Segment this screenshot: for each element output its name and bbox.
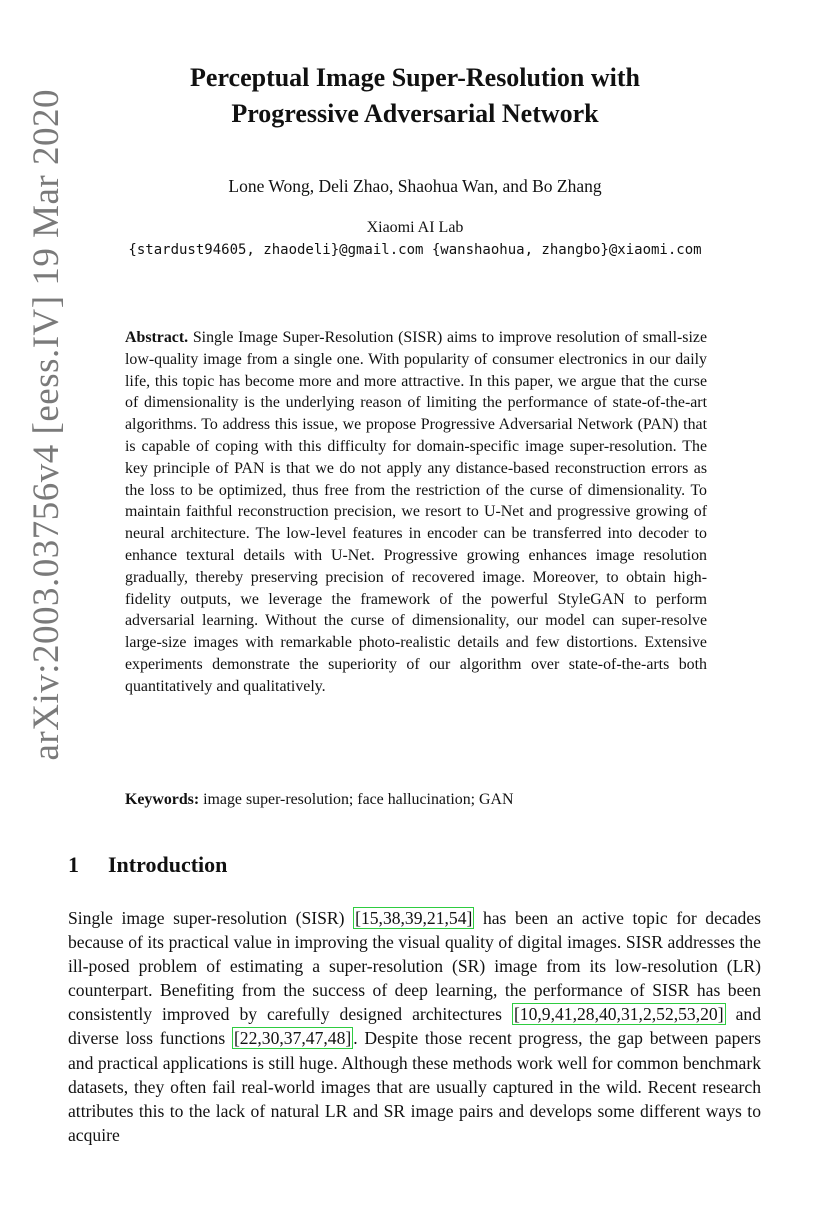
authors: Lone Wong, Deli Zhao, Shaohua Wan, and Bo Zhang — [228, 176, 602, 196]
arxiv-stamp — [18, 60, 74, 790]
section-number: 1 — [68, 852, 79, 877]
citation-link[interactable]: [15,38,39,21,54] — [355, 908, 473, 928]
title-line-1: Perceptual Image Super-Resolution with — [190, 63, 640, 92]
intro-paragraph — [68, 906, 761, 1147]
section-heading — [68, 852, 227, 878]
section-title: Introduction — [108, 852, 228, 877]
keywords-text: image super-resolution; face hallucination; GAN — [203, 791, 514, 808]
affiliation: Xiaomi AI Lab — [366, 219, 464, 236]
citation-link[interactable]: [22,30,37,47,48] — [233, 1028, 352, 1049]
paper-title — [100, 60, 730, 132]
abstract — [125, 327, 707, 698]
citation-link[interactable]: [10,9,41,28,40,31,2,52,53,20] — [513, 1004, 724, 1025]
emails: {stardust94605, zhaodeli}@gmail.com {wanshaohua, zhangbo}@xiaomi.com — [128, 242, 702, 258]
keywords — [125, 789, 707, 811]
intro-text-2: has been an active topic for decades because of its practical value in improving the visual quality of digital images. SISR addresses the ill-posed problem of estimating a super-resolution (SR) image from its low-resolution (LR) counterpart. Benefiting from the success of deep learning, the performance of SISR has been consistently improved by carefully designed architectures — [68, 908, 761, 1025]
title-line-2: Progressive Adversarial Network — [231, 99, 599, 128]
intro-text-3: and diverse loss functions — [68, 1004, 761, 1049]
intro-text-4: . Despite those recent progress, the gap between papers and practical applications is still huge. Although these methods work well for common benchmark datasets, they often fail real-world images that are usually captured in the wild. Recent research attributes this to the lack of natural LR and SR image pairs and develops some different ways to acquire — [68, 1028, 761, 1145]
arxiv-id: arXiv:2003.03756v4 [eess.IV] 19 Mar 2020 — [25, 89, 67, 761]
abstract-label: Abstract. — [125, 329, 189, 346]
abstract-text: Single Image Super-Resolution (SISR) aims to improve resolution of small-size low-quality image from a single one. With popularity of consumer electronics in our daily life, this topic has become more and more attractive. In this paper, we argue that the curse of dimensionality is the underlying reason of limiting the performance of state-of-the-art algorithms. To address this issue, we propose Progressive Adversarial Network (PAN) that is capable of coping with this difficulty for domain-specific image super-resolution. The key principle of PAN is that we do not apply any distance-based reconstruction errors as the loss to be optimized, thus free from the restriction of the curse of dimensionality. To maintain faithful reconstruction precision, we resort to U-Net and progressive growing of neural architecture. The low-level features in encoder can be transferred into decoder to enhance textural details with U-Net. Progressive growing enhances image resolution gradually, thereby preserving precision of recovered image. Moreover, to obtain high-fidelity outputs, we leverage the framework of the powerful StyleGAN to perform adversarial learning. Without the curse of dimensionality, our model can super-resolve large-size images with remarkable photo-realistic details and few distortions. Extensive experiments demonstrate the superiority of our algorithm over state-of-the-arts both quantitatively and qualitatively. — [125, 329, 707, 695]
keywords-label: Keywords: — [125, 791, 200, 808]
intro-text-1: Single image super-resolution (SISR) — [68, 908, 354, 928]
